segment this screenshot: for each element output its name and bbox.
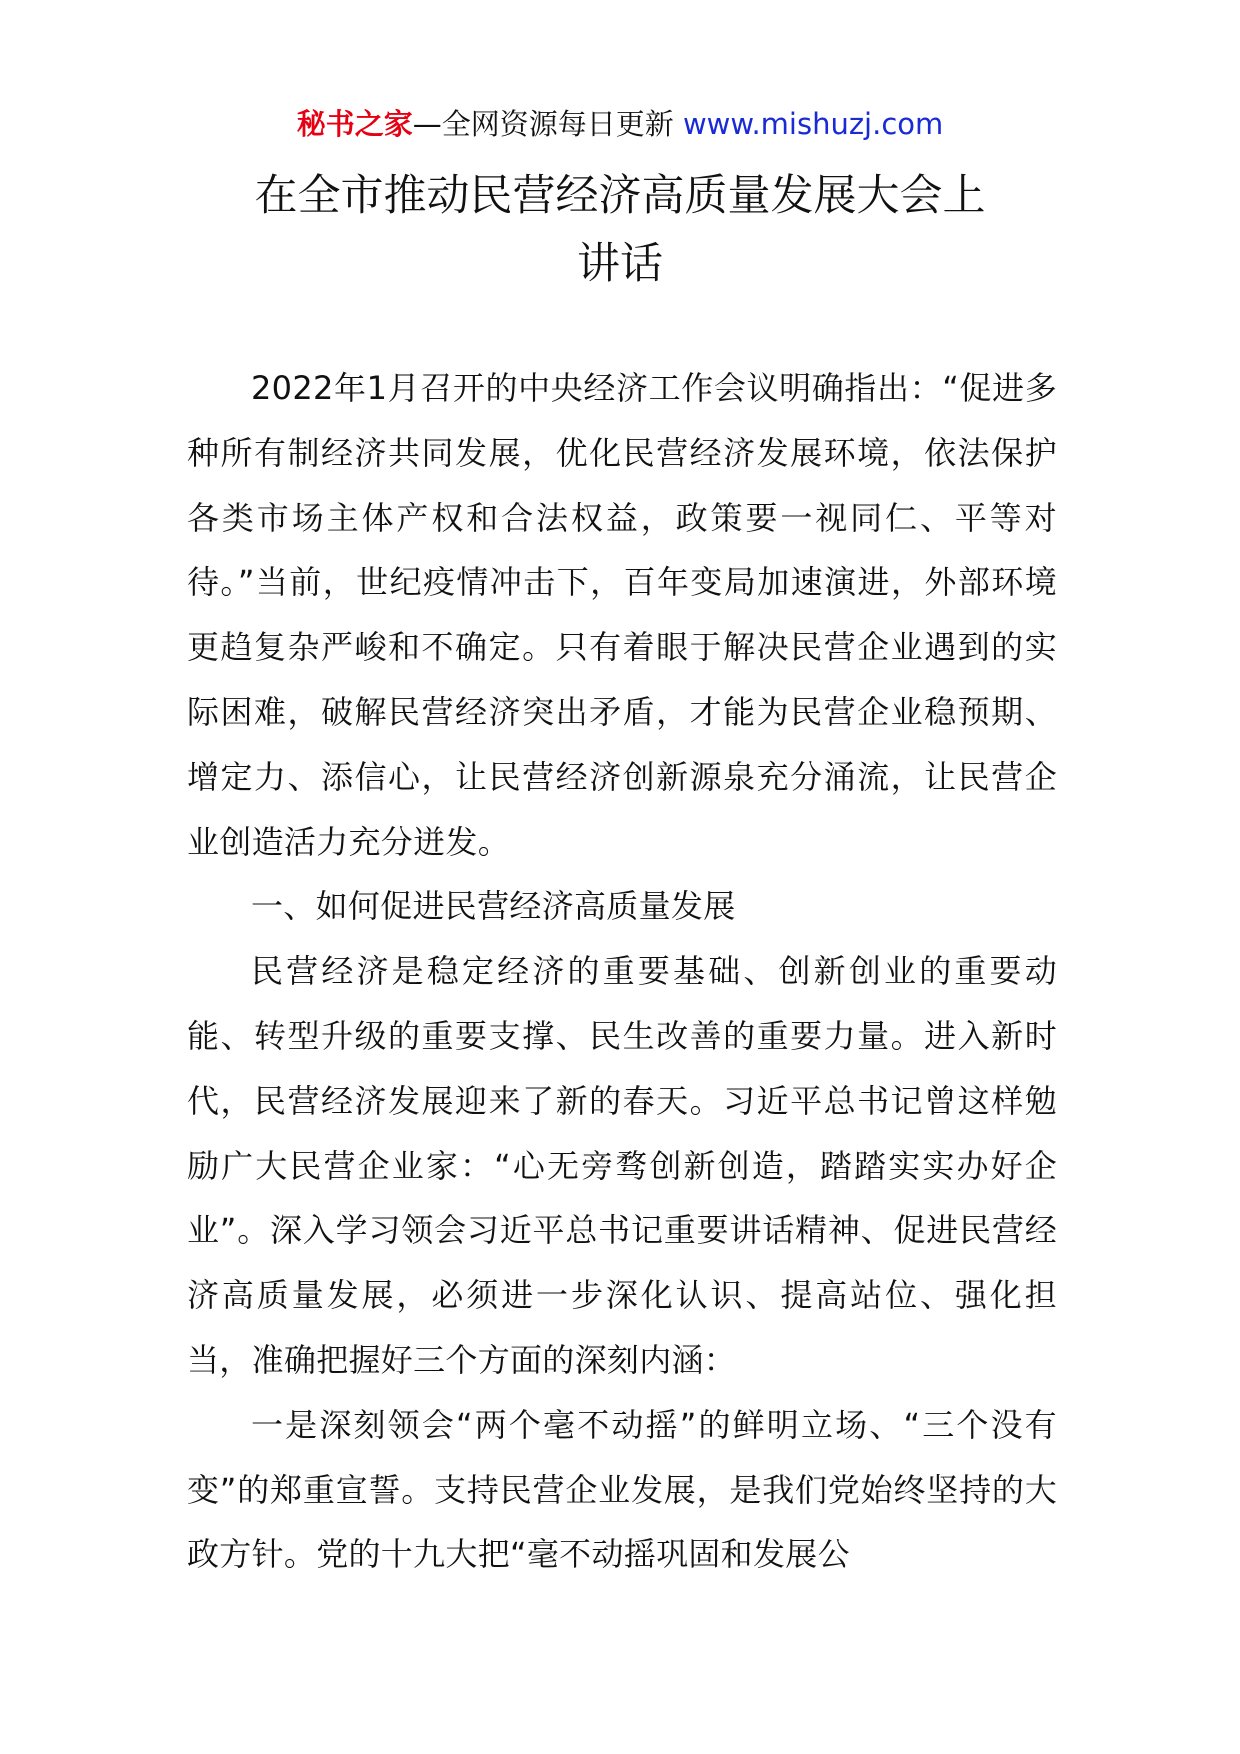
document-body	[187, 356, 1057, 1587]
paragraph-3: 一是深刻领会“两个毫不动摇”的鲜明立场、“三个没有变”的郑重宣誓。支持民营企业发展，是我们党始终坚持的大政方针。党的十九大把“毫不动摇巩固和发展公	[187, 1405, 1057, 1574]
section-heading-1: 一、如何促进民营经济高质量发展	[251, 887, 736, 926]
document-title	[0, 162, 1240, 298]
brand-name: 秘书之家	[296, 107, 413, 141]
title-line-2: 讲话	[577, 239, 663, 289]
header-tagline: —全网资源每日更新	[412, 107, 674, 141]
paragraph-2: 民营经济是稳定经济的重要基础、创新创业的重要动能、转型升级的重要支撑、民生改善的重要力量。进入新时代，民营经济发展迎来了新的春天。习近平总书记曾这样勉励广大民营企业家：“心无旁骛创新创造，踏踏实实办好企业”。深入学习领会习近平总书记重要讲话精神、促进民营经济高质量发展，必须进一步深化认识、提高站位、强化担当，准确把握好三个方面的深刻内涵：	[187, 952, 1057, 1379]
paragraph-intro: 2022年1月召开的中央经济工作会议明确指出：“促进多种所有制经济共同发展，优化民营经济发展环境，依法保护各类市场主体产权和合法权益，政策要一视同仁、平等对待。”当前，世纪疫情冲击下，百年变局加速演进，外部环境更趋复杂严峻和不确定。只有着眼于解决民营企业遇到的实际困难，破解民营经济突出矛盾，才能为民营企业稳预期、增定力、添信心，让民营经济创新源泉充分涌流，让民营企业创造活力充分迸发。	[187, 369, 1057, 861]
site-header	[0, 104, 1240, 144]
title-line-1: 在全市推动民营经济高质量发展大会上	[254, 171, 986, 221]
site-url-link[interactable]: www.mishuzj.com	[682, 107, 944, 141]
